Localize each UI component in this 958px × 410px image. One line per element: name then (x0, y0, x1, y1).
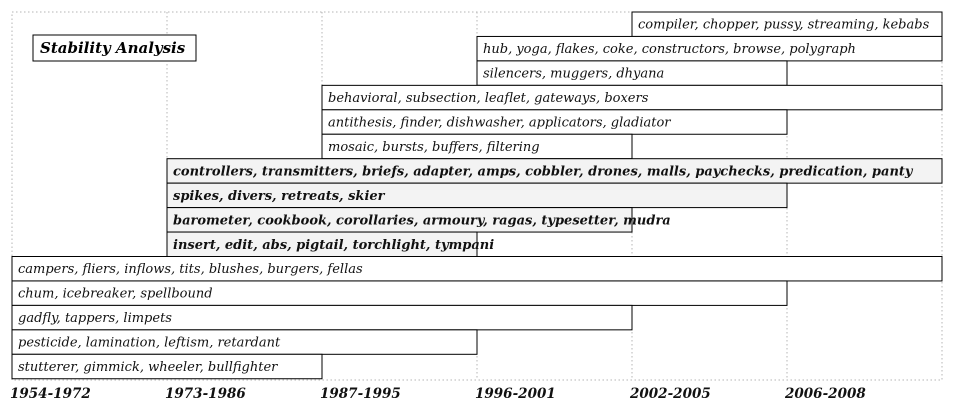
stability-bar-label: barometer, cookbook, corollaries, armoury, ragas, typesetter, mudra (173, 213, 671, 229)
stability-bar (12, 354, 322, 378)
chart-title: Stability Analysis (40, 39, 186, 57)
stability-bar-label: gadfly, tappers, limpets (18, 311, 172, 327)
stability-bars (12, 12, 942, 379)
stability-bar (167, 159, 942, 183)
stability-bar (322, 110, 787, 134)
stability-bar (477, 61, 787, 85)
stability-bar-label: pesticide, lamination, leftism, retardant (18, 335, 281, 351)
stability-bar (12, 330, 477, 354)
stability-bar (12, 257, 942, 281)
stability-bar-label: compiler, chopper, pussy, streaming, kebabs (638, 17, 930, 33)
chart-title-group (33, 35, 196, 61)
stability-bar (322, 85, 942, 109)
stability-bar-label: antithesis, finder, dishwasher, applicators, gladiator (328, 115, 671, 131)
stability-bar-label: stutterer, gimmick, wheeler, bullfighter (18, 360, 278, 376)
period-label: 1996-2001 (475, 386, 556, 402)
stability-bar-label: spikes, divers, retreats, skier (173, 188, 385, 204)
period-label: 2006-2008 (785, 386, 866, 402)
stability-bar-label: behavioral, subsection, leaflet, gateways, boxers (328, 91, 649, 107)
stability-bar (632, 12, 942, 36)
stability-bar (477, 36, 942, 60)
period-label: 2002-2005 (630, 386, 711, 402)
stability-bar (12, 281, 787, 305)
period-label: 1973-1986 (165, 386, 246, 402)
period-label: 1987-1995 (320, 386, 401, 402)
stability-bar (167, 208, 671, 232)
stability-bar (167, 232, 494, 256)
stability-bar-label: chum, icebreaker, spellbound (18, 286, 213, 302)
stability-bar-label: hub, yoga, flakes, coke, constructors, browse, polygraph (483, 42, 856, 58)
stability-bar (167, 183, 787, 207)
stability-bar-label: controllers, transmitters, briefs, adapter, amps, cobbler, drones, malls, paychecks, predication, panty (173, 164, 913, 180)
stability-bar-label: insert, edit, abs, pigtail, torchlight, tympani (173, 237, 495, 253)
stability-bar-label: campers, fliers, inflows, tits, blushes, burgers, fellas (18, 262, 363, 278)
stability-bar (322, 134, 632, 158)
period-axis (10, 386, 866, 402)
stability-bar-label: silencers, muggers, dhyana (483, 66, 665, 82)
stability-bar-label: mosaic, bursts, buffers, filtering (328, 139, 540, 155)
stability-bar (12, 305, 632, 329)
period-label: 1954-1972 (10, 386, 91, 402)
